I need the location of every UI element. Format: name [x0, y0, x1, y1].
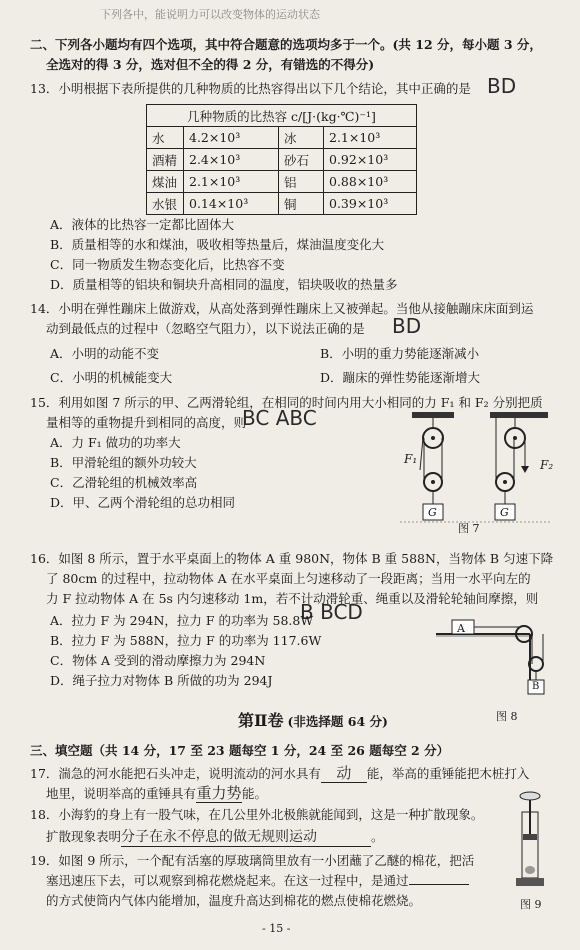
- q19-text-a: 塞迅速压下去，可以观察到棉花燃烧起来。在这一过程中，是通过: [46, 873, 409, 888]
- part2-subtitle: (非选择题 64 分): [287, 714, 388, 729]
- q18-line2: [46, 828, 384, 847]
- table-cell: 0.39×10³: [324, 193, 417, 215]
- q15-option-d: D．甲、乙两个滑轮组的总功相同: [50, 495, 236, 510]
- table-cell: 0.88×10³: [324, 171, 417, 193]
- table-cell: 2.1×10³: [184, 171, 279, 193]
- fig7-f2-label: F₂: [540, 458, 554, 472]
- q14-option-b: B．小明的重力势能逐渐减小: [320, 346, 480, 361]
- q15-answer: BC ABC: [242, 406, 317, 430]
- section2-heading: 二、下列各小题均有四个选项，其中符合题意的选项均多于一个。(共 12 分，每小题 3 分，: [30, 37, 542, 52]
- part2-title: 第Ⅱ卷: [238, 711, 284, 730]
- fig7-g-left: G: [428, 506, 437, 519]
- fig9-caption: 图 9: [520, 898, 542, 911]
- specific-heat-table: [146, 104, 417, 215]
- table-row: [147, 171, 417, 193]
- table-cell: 2.4×10³: [184, 149, 279, 171]
- section3-heading: 三、填空题（共 14 分，17 至 23 题每空 1 分，24 至 26 题每空 2 分）: [30, 743, 450, 758]
- fig8-a-label: A: [457, 622, 465, 635]
- part2-title-block: [238, 712, 388, 731]
- table-cell: 铜: [279, 193, 324, 215]
- q13-option-c: C．同一物质发生物态变化后，比热容不变: [50, 257, 285, 272]
- section2-heading-cont: 全选对的得 3 分，选对但不全的得 2 分，有错选的不得分): [46, 57, 375, 72]
- q17-text-c: 地里，说明举高的重锤具有: [46, 786, 197, 801]
- q15-stem-cont: 量相等的重物提升到相同的高度，则: [46, 415, 247, 430]
- table-cell: 砂石: [279, 149, 324, 171]
- q18-answer: 分子在永不停息的做无规则运动: [121, 828, 371, 847]
- table-cell: 2.1×10³: [324, 127, 417, 149]
- table-cell: 煤油: [147, 171, 184, 193]
- table-cell: 冰: [279, 127, 324, 149]
- q13-stem: 13．小明根据下表所提供的几种物质的比热容得出以下几个结论，其中正确的是: [30, 81, 471, 96]
- q18-line1: 18．小海豹的身上有一股气味，在几公里外北极熊就能闻到，这是一种扩散现象。: [30, 807, 484, 822]
- q15-stem: 15．利用如图 7 所示的甲、乙两滑轮组，在相同的时间内用大小相同的力 F₁ 和 F₂ 分别把质: [30, 395, 543, 410]
- q14-option-a: A．小明的动能不变: [50, 346, 160, 361]
- q13-option-b: B．质量相等的水和煤油，吸收相等热量后，煤油温度变化大: [50, 237, 385, 252]
- page-number: - 15 -: [262, 922, 291, 935]
- fig7-caption: 图 7: [458, 522, 480, 535]
- table-row: [147, 149, 417, 171]
- q17-line2: [46, 784, 267, 803]
- table-row: [147, 127, 417, 149]
- table-cell: 0.92×10³: [324, 149, 417, 171]
- fig8-b-label: B: [532, 681, 540, 692]
- figure-9-piston-cylinder: [512, 790, 548, 894]
- q19-line2: [46, 872, 469, 890]
- table-cell: 酒精: [147, 149, 184, 171]
- q17-answer1: 动: [321, 764, 367, 783]
- table-cell: 水银: [147, 193, 184, 215]
- table-row: [147, 193, 417, 215]
- q19-blank: [409, 884, 469, 885]
- q13-option-d: D．质量相等的铝块和铜块升高相同的温度，铝块吸收的热量多: [50, 277, 398, 292]
- fig7-g-right: G: [500, 506, 509, 519]
- q16-stem: 16．如图 8 所示，置于水平桌面上的物体 A 重 980N，物体 B 重 588N，当物体 B 匀速下降: [30, 551, 554, 566]
- table-cell: 4.2×10³: [184, 127, 279, 149]
- q14-option-c: C．小明的机械能变大: [50, 370, 173, 385]
- q15-option-a: A．力 F₁ 做功的功率大: [50, 435, 181, 450]
- q17-text-d: 能。: [242, 786, 268, 801]
- table-cell: 水: [147, 127, 184, 149]
- fig8-caption: 图 8: [496, 710, 518, 723]
- q14-stem: 14．小明在弹性蹦床上做游戏，从高处落到弹性蹦床上又被弹起。当他从接触蹦床床面到运: [30, 301, 534, 316]
- table-cell: 0.14×10³: [184, 193, 279, 215]
- q13-option-a: A．液体的比热容一定都比固体大: [50, 217, 235, 232]
- q14-stem-cont: 动到最低点的过程中（忽略空气阻力），以下说法正确的是: [46, 321, 365, 336]
- q16-stem2: 了 80cm 的过程中，拉动物体 A 在水平桌面上匀速移动了一段距离；当用一水平向左的: [46, 571, 531, 586]
- q18-text-b: 。: [371, 829, 384, 844]
- q14-option-d: D．蹦床的弹性势能逐渐增大: [320, 370, 481, 385]
- q19-line1: 19．如图 9 所示，一个配有活塞的厚玻璃筒里放有一小团蘸了乙醚的棉花，把活: [30, 853, 475, 868]
- q16-stem3: 力 F 拉动物体 A 在 5s 内匀速移动 1m，若不计动滑轮重、绳重以及滑轮轮轴间摩擦，则: [46, 591, 539, 606]
- q16-option-b: B．拉力 F 为 588N，拉力 F 的功率为 117.6W: [50, 633, 322, 648]
- fig7-f1-label: F₁: [404, 452, 418, 466]
- q15-option-c: C．乙滑轮组的机械效率高: [50, 475, 198, 490]
- q16-option-a: A．拉力 F 为 294N，拉力 F 的功率为 58.8W: [50, 613, 314, 628]
- q14-answer: BD: [392, 314, 422, 338]
- q16-answer: B BCD: [300, 600, 363, 624]
- figure-7-pulleys: [390, 410, 560, 538]
- q17-line1: [30, 764, 529, 783]
- table-cell: 铝: [279, 171, 324, 193]
- q13-answer: BD: [487, 74, 517, 98]
- q17-text-b: 能，举高的重锤能把木桩打入: [366, 766, 530, 781]
- q17-answer2: 重力势: [196, 784, 242, 802]
- q19-line3: 的方式使筒内气体内能增加，温度升高达到棉花的燃点使棉花燃烧。: [46, 893, 422, 908]
- q17-text-a: 17．湍急的河水能把石头冲走，说明流动的河水具有: [30, 766, 321, 781]
- top-fragment: 下列各中，能说明力可以改变物体的运动状态: [100, 8, 320, 21]
- q16-option-c: C．物体 A 受到的滑动摩擦力为 294N: [50, 653, 266, 668]
- q16-option-d: D．绳子拉力对物体 B 所做的功为 294J: [50, 673, 273, 688]
- table-header: 几种物质的比热容 c/[J·(kg·℃)⁻¹]: [147, 105, 417, 127]
- q15-option-b: B．甲滑轮组的额外功较大: [50, 455, 197, 470]
- q18-text-a: 扩散现象表明: [46, 829, 122, 844]
